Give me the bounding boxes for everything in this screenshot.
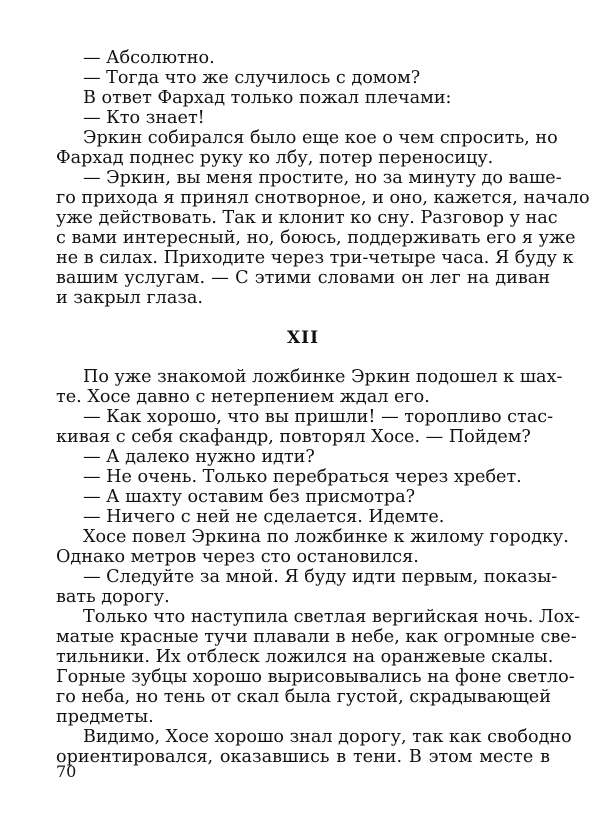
text-line: Фархад поднес руку ко лбу, потер переносицу. bbox=[56, 148, 494, 168]
text-section-before-chapter bbox=[56, 48, 590, 308]
text-line: Горные зубцы хорошо вырисовывались на фоне светло- bbox=[56, 667, 575, 687]
text-line: — Кто знает! bbox=[83, 108, 205, 128]
text-line: Видимо, Хосе хорошо знал дорогу, так как свободно bbox=[83, 727, 572, 747]
text-line: и закрыл глаза. bbox=[56, 288, 203, 308]
text-line: — А далеко нужно идти? bbox=[83, 447, 315, 467]
text-line: В ответ Фархад только пожал плечами: bbox=[83, 88, 452, 108]
text-line: Хосе повел Эркина по ложбинке к жилому городку. bbox=[83, 527, 569, 547]
text-line: вать дорогу. bbox=[56, 587, 170, 607]
text-line: уже действовать. Так и клонит ко сну. Разговор у нас bbox=[56, 208, 558, 228]
text-line: — Следуйте за мной. Я буду идти первым, показы- bbox=[83, 567, 558, 587]
text-line: те. Хосе давно с нетерпением ждал его. bbox=[56, 387, 430, 407]
text-line: с вами интересный, но, боюсь, поддерживать его я уже bbox=[56, 228, 576, 248]
text-line: — Абсолютно. bbox=[83, 48, 215, 68]
text-line: кивая с себя скафандр, повторял Хосе. — Пойдем? bbox=[56, 427, 531, 447]
text-line: Однако метров через сто остановился. bbox=[56, 547, 419, 567]
text-line: не в силах. Приходите через три-четыре часа. Я буду к bbox=[56, 248, 574, 268]
text-line: — Эркин, вы меня простите, но за минуту до ваше- bbox=[83, 168, 562, 188]
text-line: го прихода я принял снотворное, и оно, кажется, начало bbox=[56, 188, 590, 208]
page-number: 70 bbox=[56, 762, 77, 781]
text-line: — Ничего с ней не сделается. Идемте. bbox=[83, 507, 445, 527]
text-line: — Не очень. Только перебраться через хребет. bbox=[83, 467, 522, 487]
text-line: Эркин собирался было еще кое о чем спросить, но bbox=[83, 128, 558, 148]
text-line: тильники. Их отблеск ложился на оранжевые скалы. bbox=[56, 647, 554, 667]
text-line: матые красные тучи плавали в небе, как огромные све- bbox=[56, 627, 577, 647]
text-line: предметы. bbox=[56, 707, 154, 727]
text-section-chapter-body bbox=[56, 367, 581, 767]
text-line: — Как хорошо, что вы пришли! — торопливо стас- bbox=[83, 407, 554, 427]
text-line: Только что наступила светлая вергийская ночь. Лох- bbox=[83, 607, 581, 627]
chapter-heading: XII bbox=[286, 328, 320, 348]
text-line: го неба, но тень от скал была густой, скрадывающей bbox=[56, 687, 551, 707]
text-line: — Тогда что же случилось с домом? bbox=[83, 68, 421, 88]
text-line: ориентировался, оказавшись в тени. В этом месте в bbox=[56, 747, 550, 767]
text-line: По уже знакомой ложбинке Эркин подошел к шах- bbox=[83, 367, 563, 387]
text-line: — А шахту оставим без присмотра? bbox=[83, 487, 416, 507]
text-line: вашим услугам. — С этими словами он лег на диван bbox=[56, 268, 550, 288]
page-text bbox=[56, 48, 590, 767]
